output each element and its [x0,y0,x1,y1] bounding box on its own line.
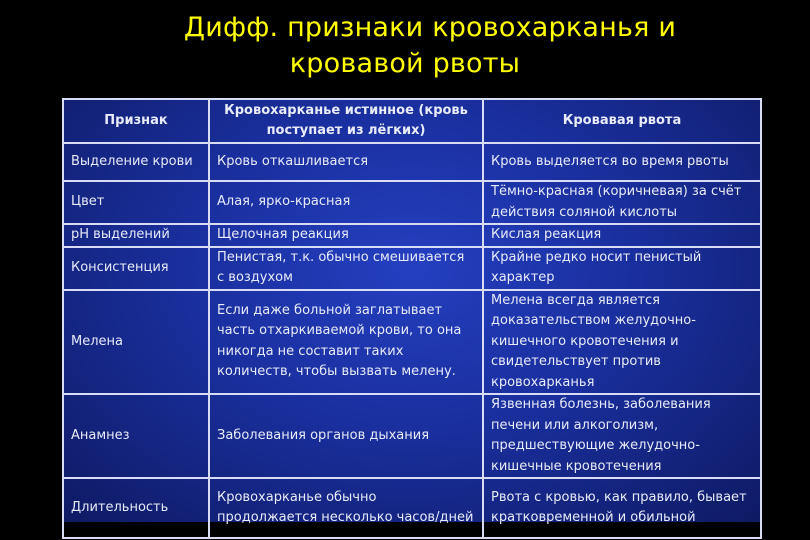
row-sign: Анамнез [63,394,209,478]
header-hemoptysis: Кровохарканье истинное (кровь поступает из лёгких) [209,99,483,143]
header-sign: Признак [63,99,209,143]
row-hemoptysis: Алая, ярко-красная [209,181,483,224]
row-hemoptysis: Если даже больной заглатывает часть отхаркиваемой крови, то она никогда не составит таких количеств, чтобы вызвать мелену. [209,290,483,395]
table-row [63,394,761,478]
table-row [63,224,761,247]
row-hematemesis: Язвенная болезнь, заболевания печени или алкоголизм, предшествующие желудочно-кишечные кровотечения [483,394,761,478]
row-sign: Цвет [63,181,209,224]
table-row [63,181,761,224]
table-header-row [63,99,761,143]
header-hematemesis: Кровавая рвота [483,99,761,143]
slide-title [0,10,810,82]
table-row [63,247,761,290]
row-hemoptysis: Кровь откашливается [209,143,483,181]
table-row [63,143,761,181]
comparison-table [62,98,762,539]
slide-title-line-1: Дифф. признаки кровохарканья и [183,12,677,43]
row-hemoptysis: Кровохарканье обычно продолжается несколько часов/дней [209,478,483,538]
row-sign: Длительность [63,478,209,538]
row-sign: Консистенция [63,247,209,290]
table-row [63,290,761,395]
row-sign: pH выделений [63,224,209,247]
row-hematemesis: Тёмно-красная (коричневая) за счёт действия соляной кислоты [483,181,761,224]
row-hemoptysis: Заболевания органов дыхания [209,394,483,478]
row-hematemesis: Рвота с кровью, как правило, бывает кратковременной и обильной [483,478,761,538]
row-hematemesis: Крайне редко носит пенистый характер [483,247,761,290]
row-sign: Выделение крови [63,143,209,181]
row-hematemesis: Мелена всегда является доказательством желудочно-кишечного кровотечения и свидетельствует против кровохарканья [483,290,761,395]
table-row [63,478,761,538]
comparison-table-container [62,98,760,525]
slide-title-line-2: кровавой рвоты [289,48,521,79]
row-hematemesis: Кислая реакция [483,224,761,247]
row-sign: Мелена [63,290,209,395]
row-hemoptysis: Пенистая, т.к. обычно смешивается с воздухом [209,247,483,290]
row-hemoptysis: Щелочная реакция [209,224,483,247]
row-hematemesis: Кровь выделяется во время рвоты [483,143,761,181]
